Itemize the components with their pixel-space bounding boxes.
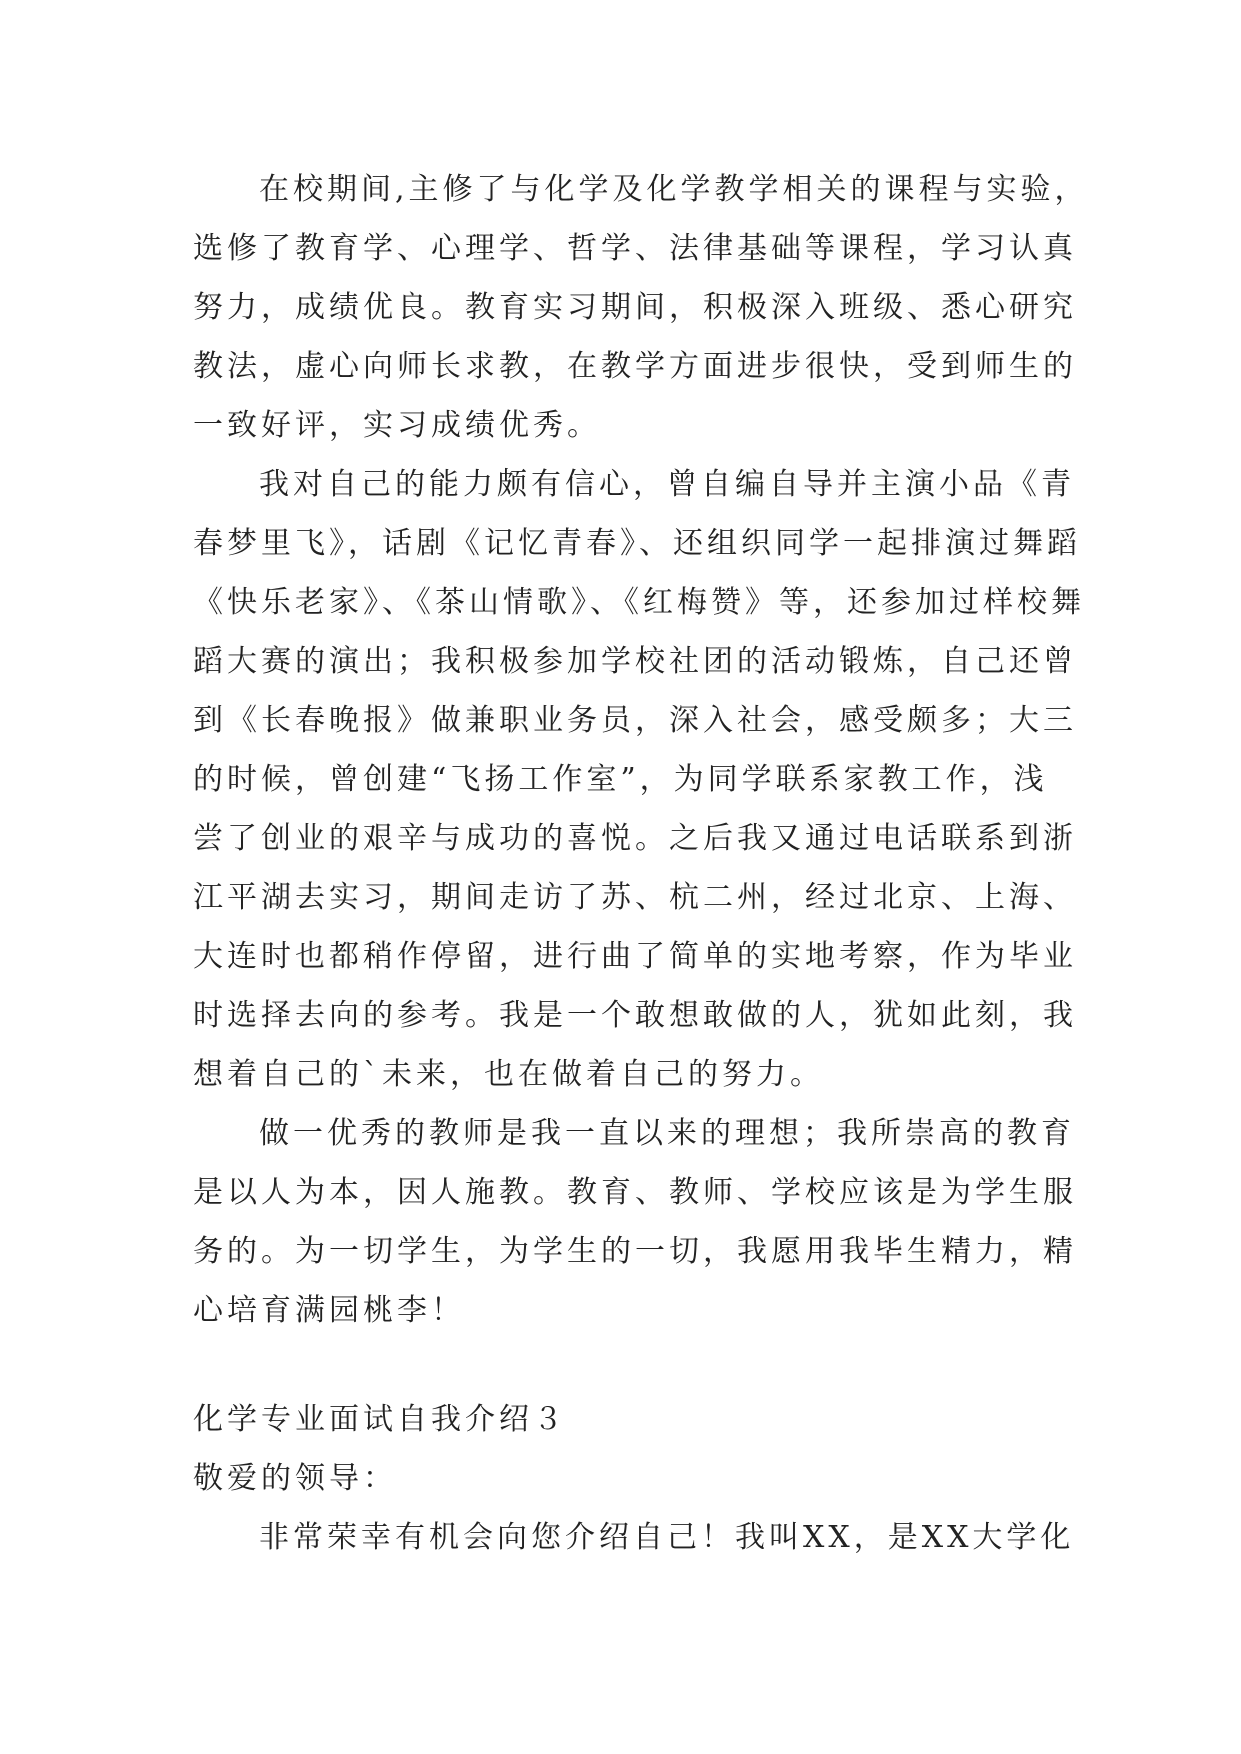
paragraph-1-line-2: 选修了教育学、心理学、哲学、法律基础等课程，学习认真 <box>193 231 1077 266</box>
paragraph-4-line-1: 非常荣幸有机会向您介绍自己！我叫XX，是XX大学化 <box>259 1520 1075 1555</box>
paragraph-2-line-4: 蹈大赛的演出；我积极参加学校社团的活动锻炼，自己还曾 <box>193 644 1077 679</box>
paragraph-2-line-9: 大连时也都稍作停留，进行曲了简单的实地考察，作为毕业 <box>193 939 1077 974</box>
paragraph-2-line-11: 想着自己的`未来，也在做着自己的努力。 <box>193 1057 824 1092</box>
paragraph-1-line-4: 教法，虚心向师长求教，在教学方面进步很快，受到师生的 <box>193 349 1077 384</box>
paragraph-2-line-8: 江平湖去实习，期间走访了苏、杭二州，经过北京、上海、 <box>193 880 1077 915</box>
section-title: 化学专业面试自我介绍３ <box>193 1402 567 1437</box>
paragraph-2-line-2: 春梦里飞》，话剧《记忆青春》、还组织同学一起排演过舞蹈 <box>193 526 1081 561</box>
document-body <box>193 160 1089 1567</box>
paragraph-2-line-5: 到《长春晚报》做兼职业务员，深入社会，感受颇多；大三 <box>193 703 1077 738</box>
paragraph-1-line-3: 努力，成绩优良。教育实习期间，积极深入班级、悉心研究 <box>193 290 1077 325</box>
paragraph-2-line-6: 的时候，曾创建“飞扬工作室”，为同学联系家教工作，浅 <box>193 762 1048 797</box>
paragraph-1-line-5: 一致好评，实习成绩优秀。 <box>193 408 601 443</box>
section-spacer <box>193 1340 1073 1390</box>
paragraph-3-line-3: 务的。为一切学生，为学生的一切，我愿用我毕生精力，精 <box>193 1234 1077 1269</box>
paragraph-2-line-7: 尝了创业的艰辛与成功的喜悦。之后我又通过电话联系到浙 <box>193 821 1077 856</box>
paragraph-2-line-10: 时选择去向的参考。我是一个敢想敢做的人，犹如此刻，我 <box>193 998 1077 1033</box>
salutation: 敬爱的领导： <box>193 1461 397 1496</box>
paragraph-2-line-3: 《快乐老家》、《茶山情歌》、《红梅赞》等，还参加过样校舞 <box>193 585 1085 620</box>
paragraph-1-line-1: 在校期间,主修了与化学及化学教学相关的课程与实验， <box>259 172 1089 207</box>
paragraph-2-line-1: 我对自己的能力颇有信心，曾自编自导并主演小品《青 <box>259 467 1075 502</box>
paragraph-3-line-2: 是以人为本，因人施教。教育、教师、学校应该是为学生服 <box>193 1175 1077 1210</box>
paragraph-3-line-4: 心培育满园桃李！ <box>193 1293 465 1328</box>
paragraph-3-line-1: 做一优秀的教师是我一直以来的理想；我所崇高的教育 <box>259 1116 1075 1151</box>
